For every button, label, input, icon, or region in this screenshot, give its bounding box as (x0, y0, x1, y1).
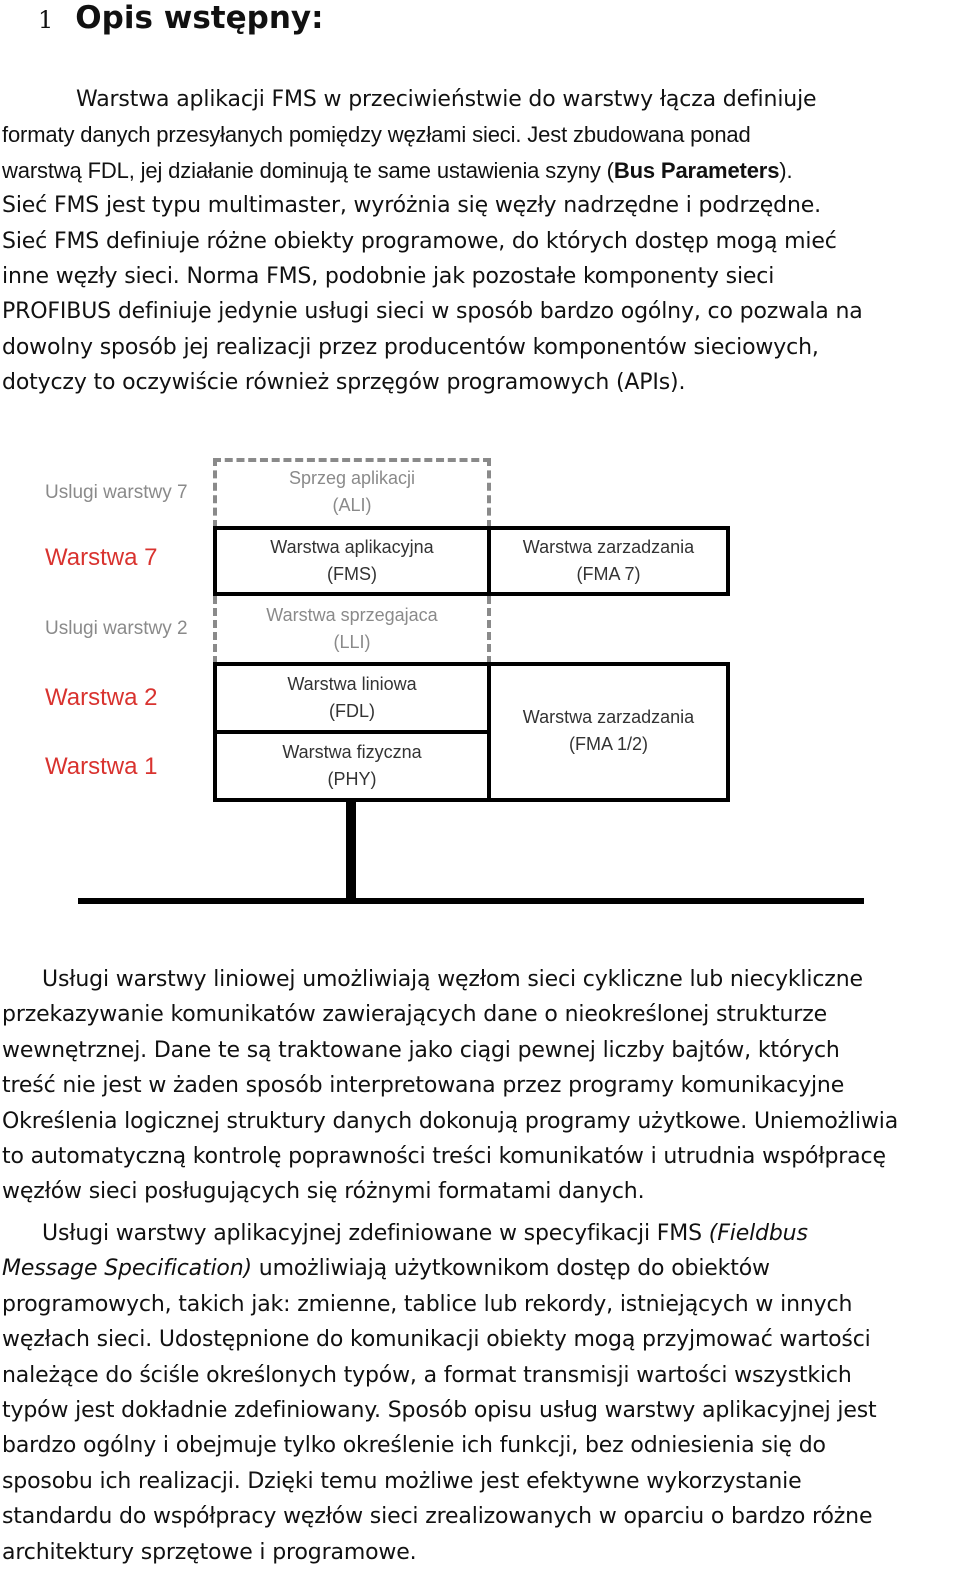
bus-line (78, 898, 864, 904)
ali-name: Sprzeg aplikacji (288, 468, 416, 488)
para3-text: Usługi warstwy aplikacyjnej zdefiniowane w specyfikacji FMS (42, 1221, 709, 1246)
intro-text: ). (779, 157, 793, 183)
fms-name: Warstwa aplikacyjna (270, 537, 434, 557)
fma7-cell (491, 534, 726, 588)
fdl-services-paragraph (2, 962, 954, 1210)
intro-line: Sieć FMS jest typu multimaster, wyróżnia się węzły nadrzędne i podrzędne. (2, 193, 821, 219)
bus-connector (346, 802, 356, 900)
lli-cell (217, 602, 487, 656)
para2-line: Usługi warstwy liniowej umożliwiają węzłom sieci cykliczne lub niecykliczne (42, 967, 863, 992)
bus-parameters-term: Bus Parameters (613, 157, 780, 183)
section-heading (38, 0, 324, 40)
section-number: 1 (38, 6, 54, 34)
intro-line: Sieć FMS definiuje różne obiekty programowe, do których dostęp mogą mieć (2, 228, 837, 254)
para3-text: umożliwiają użytkownikom dostęp do obiektów (251, 1256, 770, 1282)
label-warstwa-1: Warstwa 1 (45, 753, 158, 780)
para3-line: typów jest dokładnie zdefiniowany. Sposób opisu usług warstwy aplikacyjnej jest (2, 1398, 877, 1424)
para3-line: standardu do współpracy węzłów sieci zrealizowanych w oparciu o bardzo różne (2, 1504, 873, 1530)
ali-cell (217, 465, 487, 519)
intro-line: dowolny sposób jej realizacji przez producentów komponentów sieciowych, (2, 334, 819, 360)
ali-abbr: (ALI) (332, 495, 372, 515)
phy-abbr: (PHY) (327, 769, 377, 789)
intro-paragraph (2, 82, 954, 401)
intro-line: dotyczy to oczywiście również sprzęgów programowych (APIs). (2, 370, 686, 396)
fms-services-paragraph (2, 1216, 954, 1570)
phy-cell (217, 739, 487, 793)
fma7-abbr: (FMA 7) (576, 564, 641, 584)
para3-line: węzłach sieci. Udostępnione do komunikacji obiekty mogą przyjmować wartości (2, 1327, 871, 1353)
para3-line: bardzo ogólny i obejmuje tylko określenie ich funkcji, bez odniesienia się do (2, 1433, 826, 1459)
intro-line: Warstwa aplikacji FMS w przeciwieństwie do warstwy łącza definiuje (76, 87, 817, 112)
para2-line: to automatyczną kontrolę poprawności treści komunikatów i utrudnia współpracę (2, 1144, 886, 1170)
fdl-abbr: (FDL) (329, 701, 375, 721)
intro-line: PROFIBUS definiuje jedynie usługi sieci w sposób bardzo ogólny, co pozwala na (2, 299, 863, 325)
fma12-abbr: (FMA 1/2) (568, 734, 648, 754)
label-uslugi-warstwy-7: Uslugi warstwy 7 (45, 482, 188, 503)
lli-name: Warstwa sprzegajaca (266, 605, 438, 625)
para2-line: Określenia logicznej struktury danych dokonują programy użytkowe. Uniemożliwia (2, 1108, 899, 1134)
para2-line: wewnętrznej. Dane te są traktowane jako ciągi pewnej liczby bajtów, których (2, 1037, 840, 1063)
message-specification-term: Message Specification) (2, 1256, 252, 1282)
intro-line (2, 259, 954, 294)
fms-cell (217, 534, 487, 588)
intro-line (2, 153, 954, 188)
para2-line: treść nie jest w żaden sposób interpretowana przez programy komunikacyjne (2, 1073, 845, 1099)
fma12-cell (491, 704, 726, 758)
para3-line (2, 1216, 954, 1251)
intro-line: formaty danych przesyłanych pomiędzy węzłami sieci. Jest zbudowana ponad (2, 122, 751, 148)
fdl-name: Warstwa liniowa (287, 674, 417, 694)
para3-line: programowych, takich jak: zmienne, tablice lub rekordy, istniejących w innych (2, 1291, 853, 1317)
lli-abbr: (LLI) (333, 632, 371, 652)
intro-text: warstwą FDL, jej działanie dominują te same ustawienia szyny ( (2, 157, 614, 183)
label-uslugi-warstwy-2: Uslugi warstwy 2 (45, 618, 188, 639)
para3-line: sposobu ich realizacji. Dzięki temu możliwe jest efektywne wykorzystanie (2, 1468, 802, 1494)
fdl-cell (217, 671, 487, 725)
para2-line: węzłów sieci posługujących się różnymi formatami danych. (2, 1179, 645, 1205)
para3-line: należące do ściśle określonych typów, a format transmisji wartości wszystkich (2, 1362, 852, 1388)
lli-right-edge (487, 596, 491, 664)
para2-line: przekazywanie komunikatów zawierających dane o nieokreślonej strukturze (2, 1002, 827, 1028)
label-warstwa-7: Warstwa 7 (45, 544, 158, 571)
fieldbus-term: (Fieldbus (708, 1221, 808, 1246)
fma7-name: Warstwa zarzadzania (522, 537, 695, 557)
label-warstwa-2: Warstwa 2 (45, 684, 158, 711)
intro-text: Norma FMS, podobnie jak pozostałe komponenty sieci (179, 264, 775, 290)
section-title: Opis wstępny: (75, 0, 324, 36)
profibus-layer-diagram (0, 440, 960, 920)
para3-line: architektury sprzętowe i programowe. (2, 1539, 417, 1565)
intro-text: inne węzły sieci. (2, 264, 180, 290)
phy-name: Warstwa fizyczna (282, 742, 422, 762)
fma12-name: Warstwa zarzadzania (522, 707, 695, 727)
fms-abbr: (FMS) (327, 564, 377, 584)
para3-line (2, 1251, 954, 1286)
